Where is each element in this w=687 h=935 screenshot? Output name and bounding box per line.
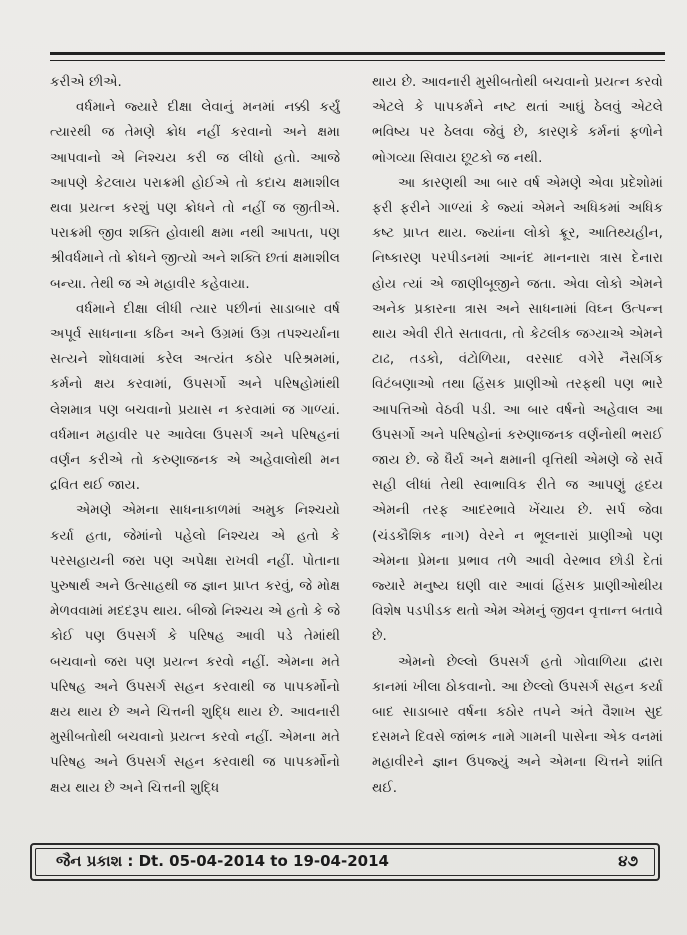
paragraph: વર્ધમાને દીક્ષા લીધી ત્યાર પછીનાં સાડાબાર વર્ષ અપૂર્વ સાધનાના કઠિન અને ઉગ્રમાં ઉગ્ર તપશ્ચર્યાના સત્યને શોધવામાં કરેલ અત્યંત કઠોર પરિશ્રમમાં, કર્મનો ક્ષય કરવામાં, ઉપસર્ગો અને પરિષહોમાંથી લેશમાત્ર પણ બચવાનો પ્રયાસ ન કરવામાં જ ગાળ્યાં. વર્ધમાન મહાવીર પર આવેલા ઉપસર્ગ અને પરિષહનાં વર્ણન કરીએ તો કરુણાજનક એ અહેવાલોથી મન દ્રવિત થઈ જાય. (50, 301, 340, 494)
paragraph: આ કારણથી આ બાર વર્ષ એમણે એવા પ્રદેશોમાં ફરી ફરીને ગાળ્યાં કે જ્યાં એમને અધિકમાં અધિક કષ્ટ પ્રાપ્ત થાય. જ્યાંના લોકો ક્રૂર, આતિથ્યહીન, નિષ્કારણ પરપીડનમાં આનંદ માનનારા ત્રાસ દેનારા હોય ત્યાં એ જાણીબૂજીને જતા. એવા લોકો એમને અનેક પ્રકારના ત્રાસ અને સાધનામાં વિઘ્ન ઉત્પન્ન થાય એવી રીતે સતાવતા, તો કેટલીક જગ્યાએ એમને ટાઢ, તડકો, વંટોળિયા, વરસાદ વગેરે નૈસર્ગિક વિટંબણાઓ તથા હિંસક પ્રાણીઓ તરફથી પણ ભારે આપત્તિઓ વેઠવી પડી. આ બાર વર્ષનો અહેવાલ આ ઉપસર્ગો અને પરિષહોનાં કરુણાજનક વર્ણનોથી ભરાઈ જાય છે. જે ધૈર્ય અને ક્ષમાની વૃત્તિથી એમણે જે સર્વે સહી લીધાં તેથી સ્વાભાવિક રીતે જ આપણું હૃદય એમની તરફ આદરભાવે ખેંચાય છે. સર્પ જેવા (ચંડકૌશિક નાગ) વેરને ન ભૂલનારાં પ્રાણીઓ પણ એમના પ્રેમના પ્રભાવ તળે આવી વેરભાવ છોડી દેતાં જ્યારે મનુષ્ય ઘણી વાર આવાં હિંસક પ્રાણીઓથીય વિશેષ પડપીડક થતો એમ એમનું જીવન વૃત્તાન્ત બતાવે છે. (372, 175, 663, 645)
right-column (372, 70, 663, 801)
footer-bar (30, 843, 660, 881)
paragraph: થાય છે. આવનારી મુસીબતોથી બચવાનો પ્રયત્ન કરવો એટલે કે પાપકર્મને નષ્ટ થતાં આઘું ઠેલવું એટલે ભવિષ્ય પર ઠેલવા જેવું છે, કારણકે કર્મનાં ફળોને ભોગવ્યા સિવાય છૂટકો જ નથી. (372, 75, 663, 166)
paragraph: એમણે એમના સાધનાકાળમાં અમુક નિશ્ચયો કર્યા હતા, જેમાંનો પહેલો નિશ્ચય એ હતો કે પરસહાયની જરા પણ અપેક્ષા રાખવી નહીં. પોતાના પુરુષાર્થ અને ઉત્સાહથી જ જ્ઞાન પ્રાપ્ત કરવું, જે મોક્ષ મેળવવામાં મદદરૂપ થાય. બીજો નિશ્ચય એ હતો કે જે કોઈ પણ ઉપસર્ગ કે પરિષહ આવી પડે તેમાંથી બચવાનો જરા પણ પ્રયત્ન કરવો નહીં. એમના મતે પરિષહ અને ઉપસર્ગ સહન કરવાથી જ પાપકર્મોનો ક્ષય થાય છે અને ચિત્તની શુદ્ધિ થાય છે. આવનારી મુસીબતોથી બચવાનો પ્રયત્ન કરવો નહીં. એમના મતે પરિષહ અને ઉપસર્ગ સહન કરવાથી જ પાપકર્મોનો ક્ષય થાય છે અને ચિત્તની શુદ્ધિ (50, 503, 340, 796)
left-column (50, 70, 340, 801)
header-double-rule (50, 52, 665, 61)
paragraph: એમનો છેલ્લો ઉપસર્ગ હતો ગોવાળિયા દ્વારા કાનમાં ખીલા ઠોકવાનો. આ છેલ્લો ઉપસર્ગ સહન કર્યા બાદ સાડાબાર વર્ષના કઠોર તપને અંતે વૈશાખ સુદ દસમને દિવસે જાંભક નામે ગામની પાસેના એક વનમાં મહાવીરને જ્ઞાન ઉપજ્યું અને એમના ચિત્તને શાંતિ થઈ. (372, 654, 663, 796)
paragraph: કરીએ છીએ. (50, 75, 122, 90)
paragraph: વર્ધમાને જ્યારે દીક્ષા લેવાનું મનમાં નક્કી કર્યું ત્યારથી જ તેમણે ક્રોધ નહીં કરવાનો અને ક્ષમા આપવાનો એ નિશ્ચય કરી જ લીધો હતો. આજે આપણે કેટલાય પરાક્રમી હોઈએ તો કદાચ ક્ષમાશીલ થવા પ્રયત્ન કરશું પણ ક્રોધને તો નહીં જ જીતીએ. પરાક્રમી જીવ શક્તિ હોવાથી ક્ષમા નથી આપતા, પણ શ્રીવર્ધમાને તો ક્રોધને જીત્યો અને શક્તિ છતાં ક્ષમાશીલ બન્યા. તેથી જ એ મહાવીર કહેવાયા. (50, 100, 340, 292)
page-number: ૪૭ (618, 852, 638, 870)
footer-title: જૈન પ્રકાશ : Dt. 05-04-2014 to 19-04-2014 (56, 852, 389, 870)
